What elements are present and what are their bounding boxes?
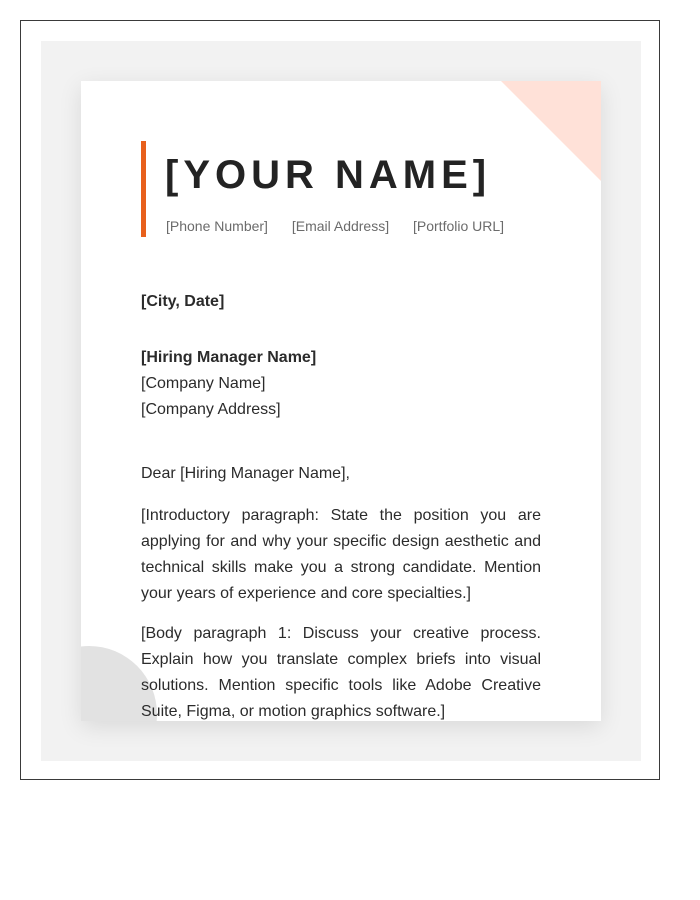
recipient-address: [Company Address] <box>141 401 281 418</box>
contact-info <box>166 218 504 234</box>
body-paragraph-1: [Body paragraph 1: Discuss your creative process. Explain how you translate complex briefs into visual solutions. Mention specific tools like Adobe Creative Suite, Figma, or motion graphics software.] <box>141 625 541 720</box>
letter-body <box>141 289 541 721</box>
recipient-company: [Company Name] <box>141 375 266 392</box>
email-address: [Email Address] <box>291 218 390 234</box>
city-date: [City, Date] <box>141 293 225 310</box>
portfolio-url: [Portfolio URL] <box>413 218 505 234</box>
intro-paragraph: [Introductory paragraph: State the position you are applying for and why your specific design aesthetic and technical skills make you a strong candidate. Mention your years of experience and core specialties.] <box>141 507 541 602</box>
salutation: Dear [Hiring Manager Name], <box>141 465 350 482</box>
recipient-manager: [Hiring Manager Name] <box>141 349 317 366</box>
phone-number: [Phone Number] <box>166 218 268 234</box>
mat-background <box>41 41 641 761</box>
letter-sheet <box>81 81 601 721</box>
applicant-name: [YOUR NAME] <box>165 153 492 197</box>
corner-triangle-decoration <box>501 81 601 181</box>
page-frame <box>20 20 660 780</box>
accent-bar <box>141 141 146 237</box>
